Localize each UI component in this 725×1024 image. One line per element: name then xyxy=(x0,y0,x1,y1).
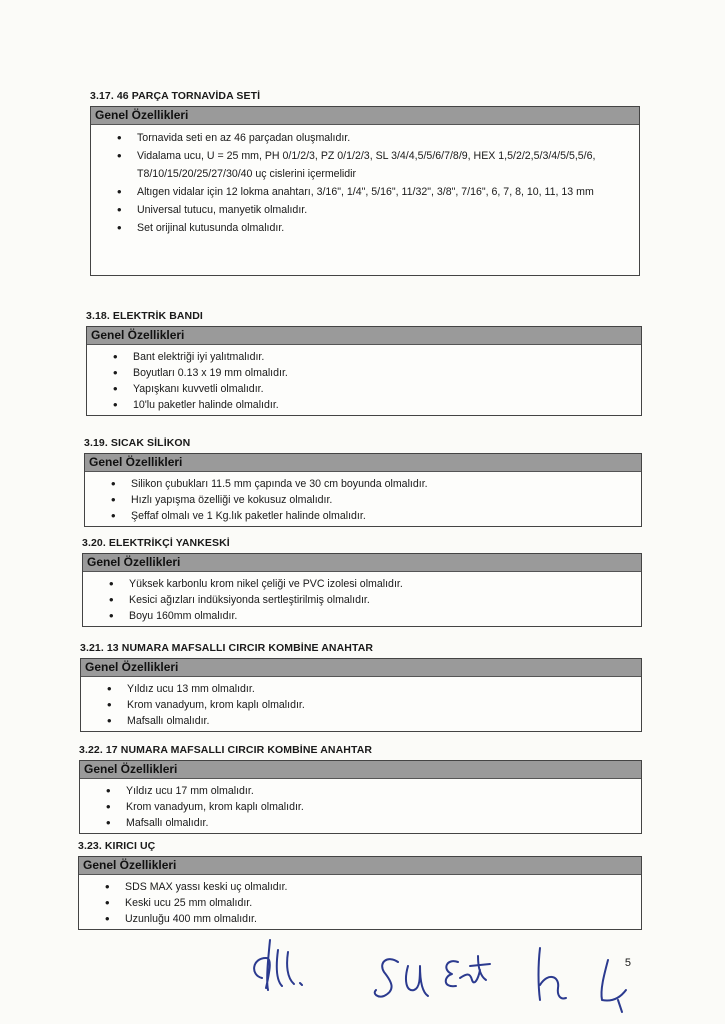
list-item: • Kesici ağızları indüksiyonda sertleştirilmiş olmalıdır. xyxy=(83,592,641,608)
list-item: • Boyutları 0.13 x 19 mm olmalıdır. xyxy=(87,365,641,381)
section-3-21 xyxy=(80,642,642,732)
list-item: • 10'lu paketler halinde olmalıdır. xyxy=(87,397,641,413)
signature-3 xyxy=(446,956,490,986)
spec-list xyxy=(83,572,641,628)
section-3-18 xyxy=(86,310,642,416)
box-header: Genel Özellikleri xyxy=(87,327,641,345)
spec-list xyxy=(87,345,641,417)
signature-5 xyxy=(601,960,626,1012)
spec-list xyxy=(81,677,641,733)
section-3-23 xyxy=(78,840,642,930)
section-3-22 xyxy=(79,744,642,834)
box-header: Genel Özellikleri xyxy=(83,554,641,572)
list-item: • SDS MAX yassı keski uç olmalıdır. xyxy=(79,879,641,895)
section-3-17 xyxy=(90,90,640,276)
list-item: • Hızlı yapışma özelliği ve kokusuz olmalıdır. xyxy=(85,492,641,508)
list-item: • Şeffaf olmalı ve 1 Kg.lık paketler halinde olmalıdır. xyxy=(85,508,641,524)
spec-list xyxy=(80,779,641,835)
page-number: 5 xyxy=(624,957,631,969)
spec-box xyxy=(79,760,642,834)
spec-list xyxy=(91,125,639,241)
list-item: • Mafsallı olmalıdır. xyxy=(81,713,641,729)
spec-list xyxy=(85,472,641,528)
list-item: • Tornavida seti en az 46 parçadan oluşmalıdır. xyxy=(91,129,639,147)
box-header: Genel Özellikleri xyxy=(79,857,641,875)
list-item: • Krom vanadyum, krom kaplı olmalıdır. xyxy=(80,799,641,815)
box-header: Genel Özellikleri xyxy=(85,454,641,472)
list-item: • Yapışkanı kuvvetli olmalıdır. xyxy=(87,381,641,397)
list-item: • Mafsallı olmalıdır. xyxy=(80,815,641,831)
signature-1 xyxy=(254,940,302,990)
spec-box xyxy=(90,106,640,276)
signature-2 xyxy=(375,959,428,996)
spec-box xyxy=(78,856,642,930)
list-item: • Universal tutucu, manyetik olmalıdır. xyxy=(91,201,639,219)
list-item: • Krom vanadyum, krom kaplı olmalıdır. xyxy=(81,697,641,713)
list-item: • Vidalama ucu, U = 25 mm, PH 0/1/2/3, PZ 0/1/2/3, SL 3/4/4,5/5/6/7/8/9, HEX 1,5/2/2,5/3/4/5/5,5/6, T8/10/15/20/25/27/30/40 uç cislerini içermelidir xyxy=(91,147,639,183)
list-item: • Silikon çubukları 11.5 mm çapında ve 30 cm boyunda olmalıdır. xyxy=(85,476,641,492)
list-item: • Set orijinal kutusunda olmalıdır. xyxy=(91,219,639,237)
section-heading: 3.21. 13 NUMARA MAFSALLI CIRCIR KOMBİNE ANAHTAR xyxy=(80,642,374,654)
list-item: • Yıldız ucu 17 mm olmalıdır. xyxy=(80,783,641,799)
section-heading: 3.22. 17 NUMARA MAFSALLI CIRCIR KOMBİNE ANAHTAR xyxy=(79,744,373,756)
section-3-19 xyxy=(84,437,642,527)
section-heading: 3.20. ELEKTRİKÇİ YANKESKİ xyxy=(82,537,230,549)
section-heading: 3.17. 46 PARÇA TORNAVİDA SETİ xyxy=(90,90,261,102)
list-item: • Yüksek karbonlu krom nikel çeliği ve PVC izolesi olmalıdır. xyxy=(83,576,641,592)
list-item: • Altıgen vidalar için 12 lokma anahtarı, 3/16", 1/4", 5/16", 11/32", 3/8", 7/16", 6, 7, 8, 10, 11, 13 mm xyxy=(91,183,639,201)
box-header: Genel Özellikleri xyxy=(91,107,639,125)
list-item: • Yıldız ucu 13 mm olmalıdır. xyxy=(81,681,641,697)
spec-box xyxy=(86,326,642,416)
box-header: Genel Özellikleri xyxy=(81,659,641,677)
section-heading: 3.23. KIRICI UÇ xyxy=(78,840,156,852)
section-3-20 xyxy=(82,537,642,627)
list-item: • Boyu 160mm olmalıdır. xyxy=(83,608,641,624)
list-item: • Bant elektriği iyi yalıtmalıdır. xyxy=(87,349,641,365)
spec-box xyxy=(82,553,642,627)
list-item: • Keski ucu 25 mm olmalıdır. xyxy=(79,895,641,911)
section-heading: 3.19. SICAK SİLİKON xyxy=(84,437,191,449)
spec-box xyxy=(84,453,642,527)
box-header: Genel Özellikleri xyxy=(80,761,641,779)
spec-list xyxy=(79,875,641,931)
section-heading: 3.18. ELEKTRİK BANDI xyxy=(86,310,203,322)
signature-4 xyxy=(539,948,567,1000)
list-item: • Uzunluğu 400 mm olmalıdır. xyxy=(79,911,641,927)
spec-box xyxy=(80,658,642,732)
